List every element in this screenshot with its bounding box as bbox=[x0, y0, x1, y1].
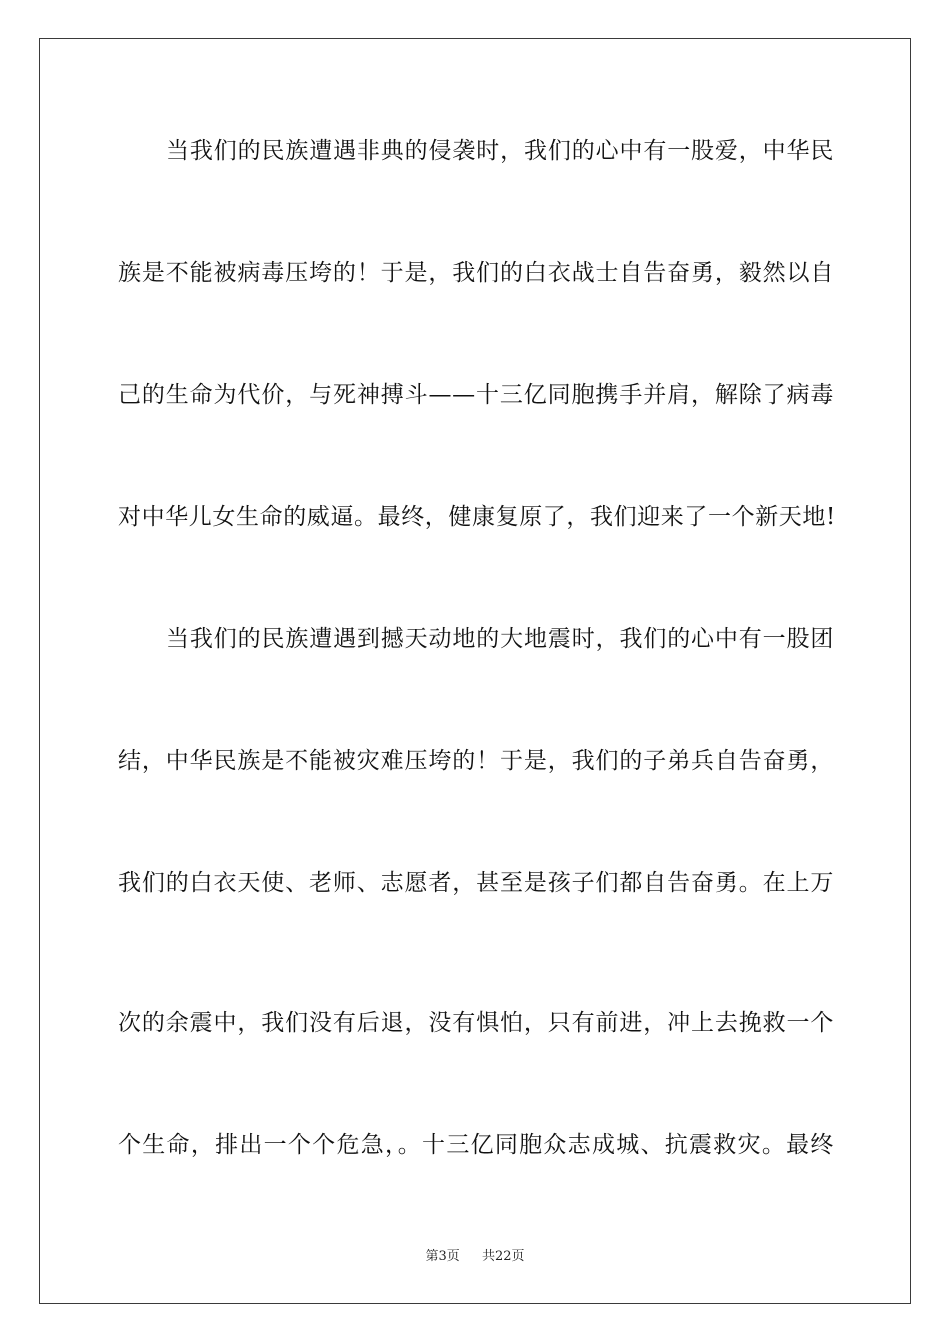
paragraph-line: 对中华儿女生命的威逼。最终，健康复原了，我们迎来了一个新天地! bbox=[118, 504, 836, 530]
paragraph-line: 当我们的民族遭遇到撼天动地的大地震时，我们的心中有一股团 bbox=[166, 626, 834, 652]
paragraph-line: 当我们的民族遭遇非典的侵袭时，我们的心中有一股爱，中华民 bbox=[166, 138, 834, 164]
page-footer bbox=[0, 1248, 950, 1266]
paragraph-line: 己的生命为代价，与死神搏斗——十三亿同胞携手并肩，解除了病毒 bbox=[118, 382, 834, 408]
page-border bbox=[39, 38, 911, 1304]
paragraph-line: 结，中华民族是不能被灾难压垮的！于是，我们的子弟兵自告奋勇， bbox=[118, 748, 834, 774]
paragraph-line: 族是不能被病毒压垮的！于是，我们的白衣战士自告奋勇，毅然以自 bbox=[118, 260, 834, 286]
page-number: 第3页 bbox=[425, 1249, 460, 1264]
paragraph-line: 个生命，排出一个个危急，。十三亿同胞众志成城、抗震救灾。最终 bbox=[118, 1132, 834, 1158]
paragraph-line: 我们的白衣天使、老师、志愿者，甚至是孩子们都自告奋勇。在上万 bbox=[118, 870, 834, 896]
paragraph-line: 次的余震中，我们没有后退，没有惧怕，只有前进，冲上去挽救一个 bbox=[118, 1010, 834, 1036]
page-total: 共22页 bbox=[482, 1249, 525, 1264]
